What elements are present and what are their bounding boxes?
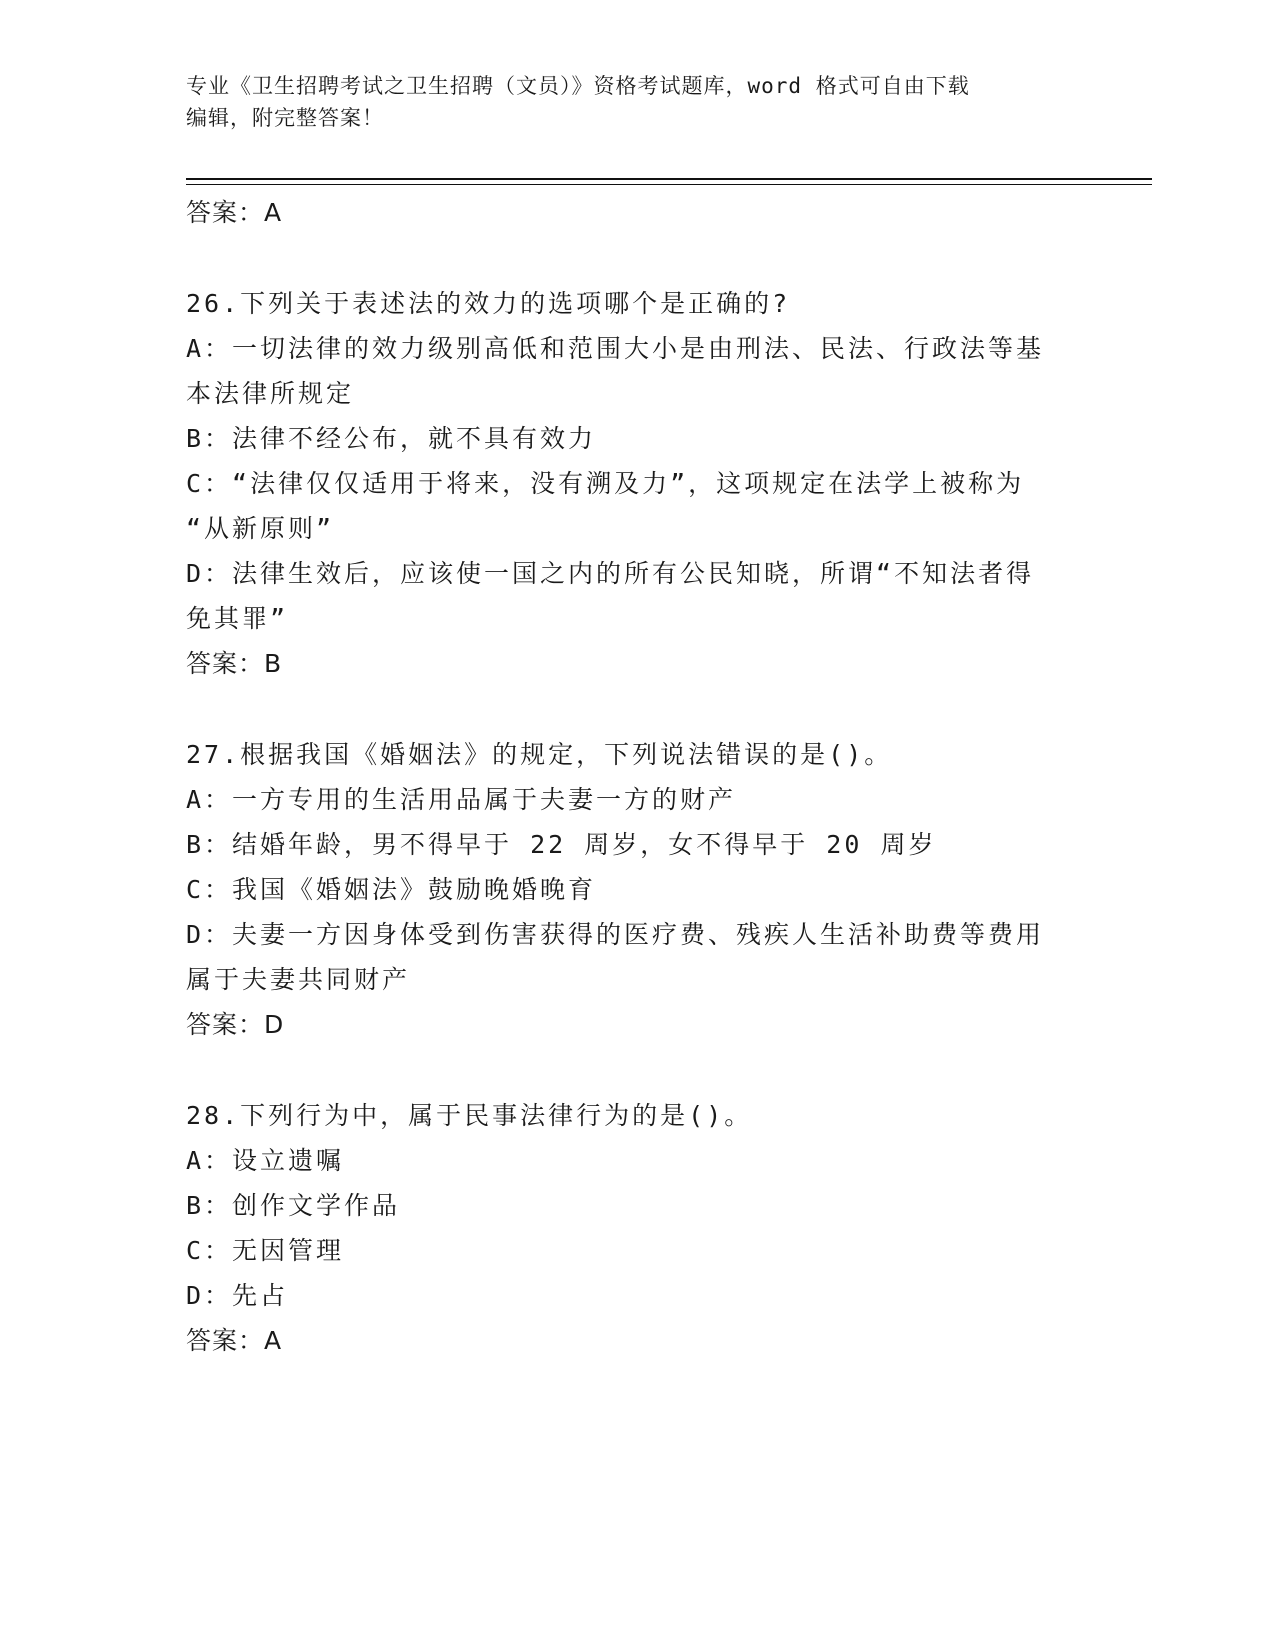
option-line: D：先占 — [186, 1281, 289, 1310]
option-line: B：结婚年龄，男不得早于 22 周岁，女不得早于 20 周岁 — [186, 830, 937, 859]
question-27 — [186, 732, 1086, 1047]
question-26 — [186, 281, 1086, 686]
option-line: 免其罪” — [186, 604, 289, 633]
answer-26: 答案：B — [186, 649, 283, 678]
header-divider-thick — [186, 178, 1152, 180]
header-divider-thin — [186, 184, 1152, 185]
option-line: C：无因管理 — [186, 1236, 345, 1265]
question-content — [186, 190, 1086, 1363]
option-line: C：我国《婚姻法》鼓励晚婚晚育 — [186, 875, 597, 904]
option-line: C：“法律仅仅适用于将来，没有溯及力”，这项规定在法学上被称为 — [186, 469, 1025, 498]
question-stem: 27.根据我国《婚姻法》的规定，下列说法错误的是()。 — [186, 740, 893, 769]
option-line: D：法律生效后，应该使一国之内的所有公民知晓，所谓“不知法者得 — [186, 559, 1035, 588]
option-line: B：创作文学作品 — [186, 1191, 401, 1220]
option-line: 本法律所规定 — [186, 379, 355, 408]
option-line: A：一切法律的效力级别高低和范围大小是由刑法、民法、行政法等基 — [186, 334, 1045, 363]
header-line-2: 编辑，附完整答案！ — [186, 106, 384, 130]
question-stem: 26.下列关于表述法的效力的选项哪个是正确的? — [186, 289, 791, 318]
document-header — [186, 70, 1076, 134]
answer-previous: 答案：A — [186, 198, 283, 227]
option-line: “从新原则” — [186, 514, 335, 543]
question-28 — [186, 1093, 1086, 1363]
answer-28: 答案：A — [186, 1326, 283, 1355]
option-line: 属于夫妻共同财产 — [186, 965, 411, 994]
answer-27: 答案：D — [186, 1010, 285, 1039]
question-stem: 28.下列行为中，属于民事法律行为的是()。 — [186, 1101, 753, 1130]
option-line: D：夫妻一方因身体受到伤害获得的医疗费、残疾人生活补助费等费用 — [186, 920, 1045, 949]
header-line-1: 专业《卫生招聘考试之卫生招聘（文员）》资格考试题库，word 格式可自由下载 — [186, 74, 970, 98]
option-line: A：设立遗嘱 — [186, 1146, 345, 1175]
option-line: B：法律不经公布，就不具有效力 — [186, 424, 597, 453]
option-line: A：一方专用的生活用品属于夫妻一方的财产 — [186, 785, 737, 814]
